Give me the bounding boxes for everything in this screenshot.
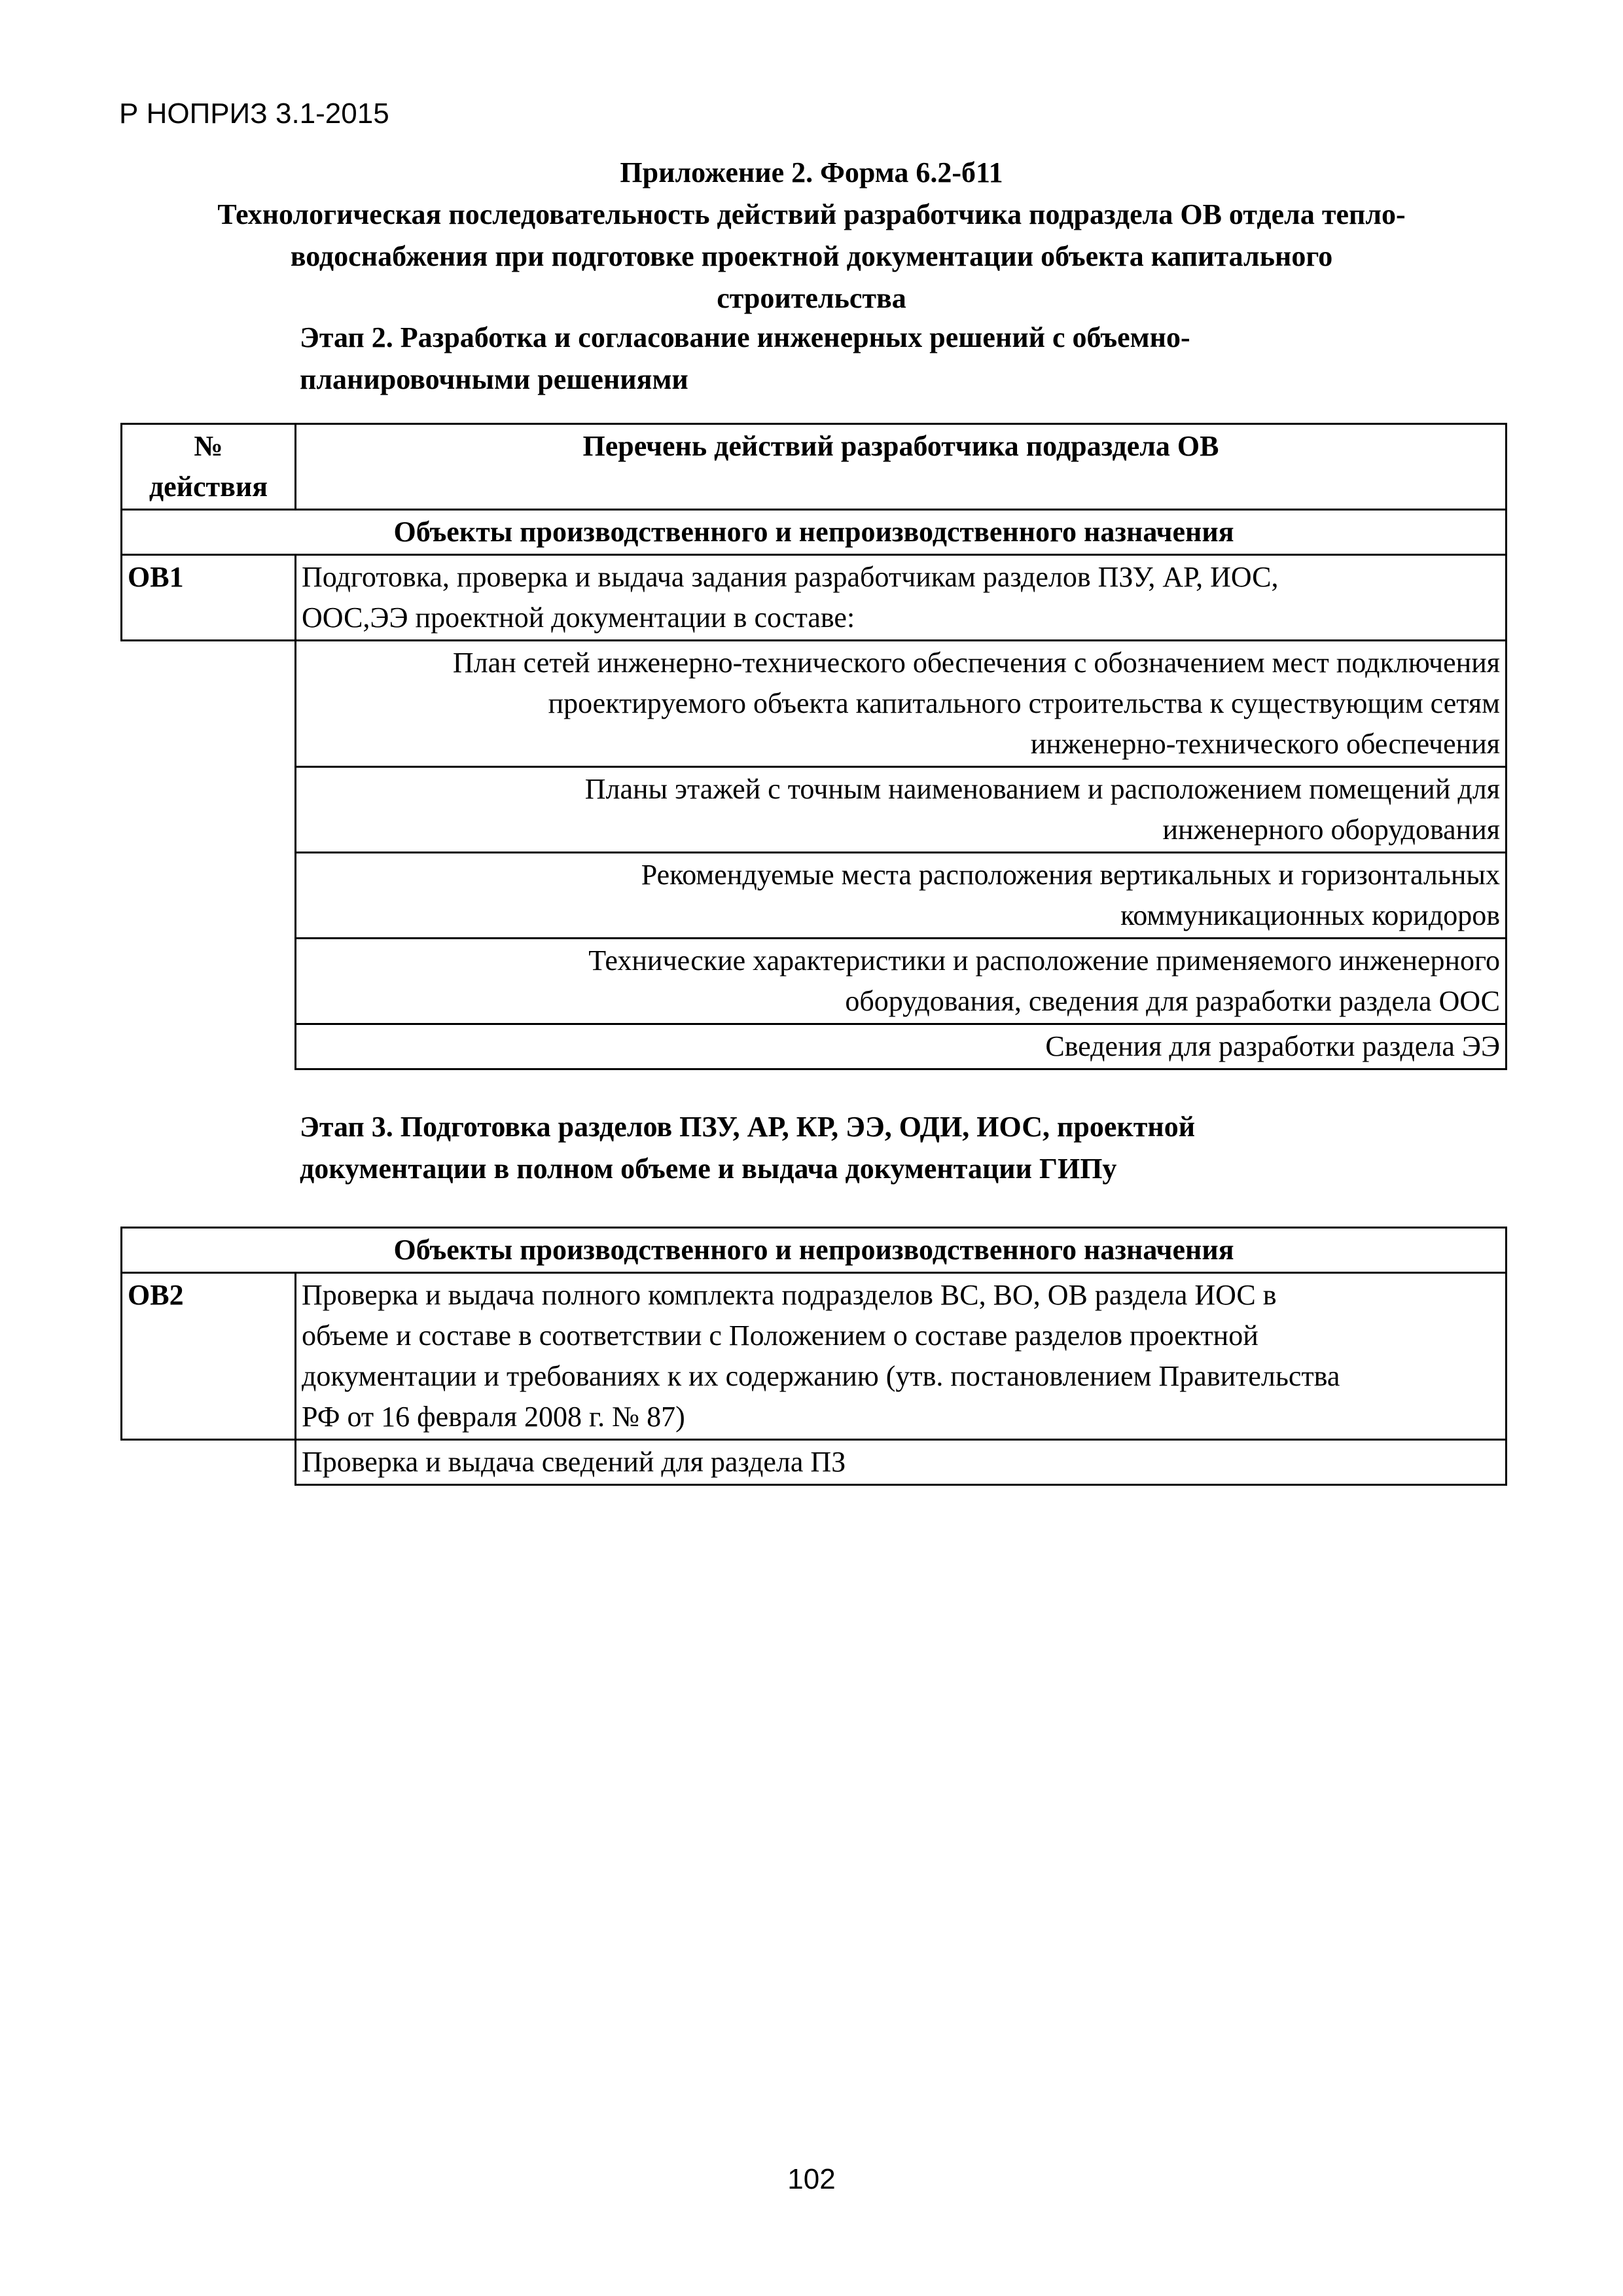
sub-item-row (122, 767, 1507, 853)
table-row (122, 555, 1507, 641)
stage2-table (120, 423, 1507, 1070)
sub-item (296, 641, 1507, 767)
sub-item-row (122, 641, 1507, 767)
action-text-line: ООС,ЭЭ проектной документации в составе: (302, 601, 855, 634)
sub-item-line: План сетей инженерно-технического обеспечения с обозначением мест подключения (452, 647, 1500, 679)
action-number: ОВ1 (122, 555, 296, 641)
stage2-title-line: планировочными решениями (300, 363, 688, 395)
section-title: Объекты производственного и непроизводственного назначения (122, 510, 1507, 555)
section-row (122, 1228, 1507, 1273)
sub-item-line: оборудования, сведения для разработки раздела ООС (845, 985, 1500, 1017)
header-title-cell: Перечень действий разработчика подраздела ОВ (296, 424, 1507, 510)
document-code: Р НОПРИЗ 3.1-2015 (119, 98, 389, 130)
action-text (296, 1273, 1507, 1440)
action-text (296, 555, 1507, 641)
page-number: 102 (787, 2163, 836, 2195)
stage3-title-line: Этап 3. Подготовка разделов ПЗУ, АР, КР, ЭЭ, ОДИ, ИОС, проектной (300, 1111, 1196, 1143)
sub-item-line: Технические характеристики и расположение применяемого инженерного (588, 944, 1500, 977)
sub-item-row (122, 853, 1507, 939)
sub-item-line: проектируемого объекта капитального строительства к существующим сетям (548, 687, 1500, 719)
main-title-line: Технологическая последовательность действий разработчика подраздела ОВ отдела тепло- (217, 198, 1406, 230)
stage3-table (120, 1227, 1507, 1486)
table-header-row (122, 424, 1507, 510)
action-text-line: Подготовка, проверка и выдача задания разработчикам разделов ПЗУ, АР, ИОС, (302, 561, 1279, 593)
header-num-cell (122, 424, 296, 510)
document-heading (119, 152, 1504, 319)
sub-item: Проверка и выдача сведений для раздела ПЗ (296, 1440, 1507, 1485)
sub-item-line: Планы этажей с точным наименованием и расположением помещений для (584, 773, 1500, 805)
stage2-title-line: Этап 2. Разработка и согласование инженерных решений с объемно- (300, 321, 1190, 353)
sub-item (296, 1024, 1507, 1069)
sub-item-row (122, 1440, 1507, 1485)
main-title-line: строительства (717, 282, 906, 314)
action-text-line: объеме и составе в соответствии с Положением о составе разделов проектной (302, 1319, 1258, 1352)
action-text-line: РФ от 16 февраля 2008 г. № 87) (302, 1401, 685, 1433)
sub-item (296, 939, 1507, 1024)
action-number: ОВ2 (122, 1273, 296, 1440)
section-title: Объекты производственного и непроизводственного назначения (122, 1228, 1507, 1273)
sub-item-line: коммуникационных коридоров (1120, 899, 1500, 931)
main-title-line: водоснабжения при подготовке проектной документации объекта капитального (290, 240, 1333, 272)
action-text-line: документации и требованиях к их содержанию (утв. постановлением Правительства (302, 1360, 1340, 1392)
sub-item-line: инженерно-технического обеспечения (1030, 728, 1500, 760)
stage3-title (300, 1106, 1478, 1190)
sub-item-line: Рекомендуемые места расположения вертикальных и горизонтальных (641, 859, 1500, 891)
header-num-label: действия (149, 471, 268, 503)
stage3-title-line: документации в полном объеме и выдача документации ГИПу (300, 1153, 1117, 1185)
action-text-line: Проверка и выдача полного комплекта подразделов ВС, ВО, ОВ раздела ИОС в (302, 1279, 1277, 1311)
table-row (122, 1273, 1507, 1440)
appendix-title: Приложение 2. Форма 6.2-б11 (620, 156, 1003, 188)
sub-item (296, 767, 1507, 853)
section-row (122, 510, 1507, 555)
header-num-symbol: № (194, 430, 223, 462)
stage2-title (300, 317, 1478, 401)
sub-item-row (122, 1024, 1507, 1069)
sub-item-row (122, 939, 1507, 1024)
sub-item (296, 853, 1507, 939)
sub-item-line: Сведения для разработки раздела ЭЭ (1045, 1030, 1500, 1062)
sub-item-line: инженерного оборудования (1162, 814, 1500, 846)
